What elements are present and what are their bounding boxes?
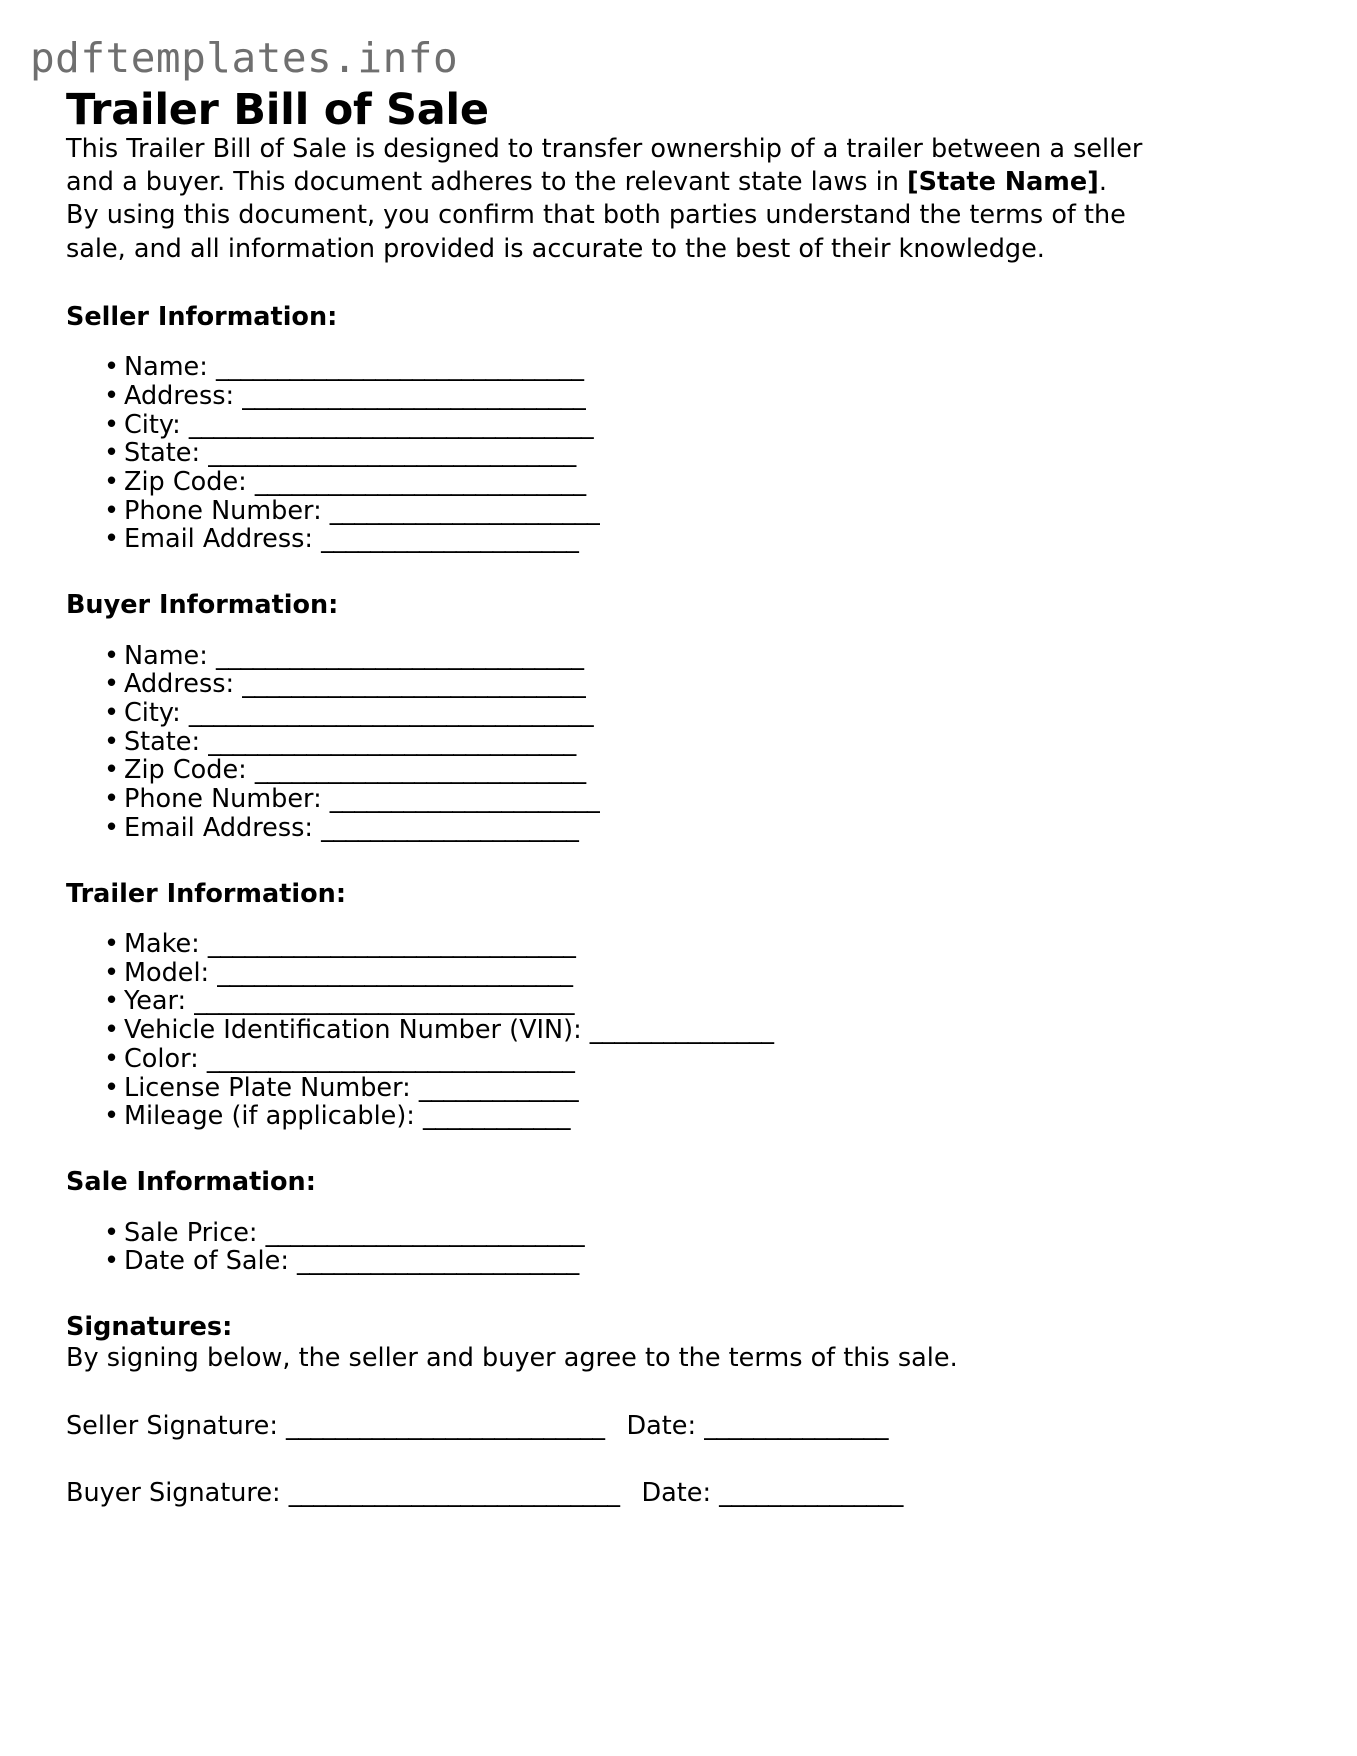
- seller-field-list: [66, 353, 1151, 554]
- seller-date-blank[interactable]: _______________: [704, 1410, 888, 1441]
- intro-paragraph-1-text: This Trailer Bill of Sale is designed to transfer ownership of a trailer between a seller and a buyer. This document adheres to the relevant state laws in: [66, 134, 1143, 198]
- field-blank[interactable]: _____________________: [321, 812, 579, 843]
- field-blank[interactable]: ______________________________: [206, 1043, 575, 1074]
- bullet-icon: •: [104, 467, 120, 498]
- field-label: License Plate Number:: [124, 1072, 411, 1103]
- field-row-buyer-address: [66, 670, 1151, 699]
- bullet-icon: •: [104, 1217, 120, 1248]
- intro-paragraph-1-period: .: [1098, 167, 1107, 198]
- field-label: Phone Number:: [124, 784, 322, 815]
- section-heading-buyer: Buyer Information:: [66, 590, 339, 621]
- seller-date-label: Date:: [626, 1410, 697, 1441]
- signature-row-seller: [66, 1410, 1151, 1443]
- bullet-icon: •: [104, 524, 120, 555]
- intro-paragraph-1: [66, 133, 1151, 199]
- bullet-icon: •: [104, 495, 120, 526]
- field-row-seller-phone: [66, 497, 1151, 526]
- bullet-icon: •: [104, 784, 120, 815]
- bullet-icon: •: [104, 640, 120, 671]
- field-blank[interactable]: ______________________________: [215, 352, 584, 383]
- field-row-seller-state: [66, 439, 1151, 468]
- field-label: Make:: [124, 929, 200, 960]
- field-blank[interactable]: ______________________________: [215, 640, 584, 671]
- field-blank[interactable]: _______________________: [297, 1246, 579, 1277]
- section-heading-trailer: Trailer Information:: [66, 878, 347, 909]
- field-label: City:: [124, 409, 181, 440]
- bullet-icon: •: [104, 812, 120, 843]
- field-row-trailer-mileage: [66, 1102, 1151, 1131]
- field-blank[interactable]: _____________: [418, 1072, 579, 1103]
- sale-field-list: [66, 1219, 1151, 1276]
- field-blank[interactable]: __________________________: [265, 1217, 585, 1248]
- field-label: Year:: [124, 986, 187, 1017]
- field-row-buyer-zip: [66, 756, 1151, 785]
- field-label: Name:: [124, 352, 208, 383]
- field-label: Model:: [124, 957, 210, 988]
- bullet-icon: •: [104, 929, 120, 960]
- field-row-sale-date: [66, 1247, 1151, 1276]
- bullet-icon: •: [104, 755, 120, 786]
- bullet-icon: •: [104, 1072, 120, 1103]
- seller-signature-blank[interactable]: __________________________: [286, 1410, 605, 1441]
- bullet-icon: •: [104, 438, 120, 469]
- field-label: Mileage (if applicable):: [124, 1101, 415, 1132]
- page-title: Trailer Bill of Sale: [66, 85, 489, 135]
- bullet-icon: •: [104, 726, 120, 757]
- field-row-seller-email: [66, 525, 1151, 554]
- field-row-buyer-phone: [66, 785, 1151, 814]
- field-label: Email Address:: [124, 812, 313, 843]
- buyer-date-blank[interactable]: _______________: [719, 1477, 903, 1508]
- bullet-icon: •: [104, 409, 120, 440]
- field-row-seller-address: [66, 382, 1151, 411]
- field-label: Address:: [124, 669, 235, 700]
- field-row-trailer-vin: [66, 1016, 1151, 1045]
- field-blank[interactable]: _____________________________: [217, 957, 573, 988]
- state-name-placeholder: [State Name]: [906, 167, 1099, 198]
- bullet-icon: •: [104, 698, 120, 729]
- field-row-trailer-color: [66, 1045, 1151, 1074]
- seller-signature-label: Seller Signature:: [66, 1410, 278, 1441]
- bullet-icon: •: [104, 1043, 120, 1074]
- bullet-icon: •: [104, 986, 120, 1017]
- field-blank[interactable]: ______________________: [329, 784, 600, 815]
- field-row-trailer-model: [66, 959, 1151, 988]
- field-row-seller-zip: [66, 468, 1151, 497]
- field-label: Zip Code:: [124, 755, 247, 786]
- field-blank[interactable]: ___________________________: [254, 467, 586, 498]
- bullet-icon: •: [104, 352, 120, 383]
- field-row-buyer-name: [66, 642, 1151, 671]
- field-blank[interactable]: _____________________: [321, 524, 579, 555]
- field-blank[interactable]: ______________________________: [207, 929, 576, 960]
- field-row-buyer-state: [66, 728, 1151, 757]
- field-row-trailer-make: [66, 930, 1151, 959]
- field-blank[interactable]: _______________: [589, 1015, 774, 1046]
- field-blank[interactable]: ____________: [423, 1101, 571, 1132]
- field-blank[interactable]: _______________________________: [194, 986, 574, 1017]
- field-row-trailer-license-plate: [66, 1074, 1151, 1103]
- bullet-icon: •: [104, 957, 120, 988]
- field-blank[interactable]: _________________________________: [188, 698, 594, 729]
- field-row-buyer-city: [66, 699, 1151, 728]
- field-label: Date of Sale:: [124, 1246, 289, 1277]
- bullet-icon: •: [104, 1101, 120, 1132]
- field-row-buyer-email: [66, 814, 1151, 843]
- trailer-field-list: [66, 930, 1151, 1131]
- field-row-trailer-year: [66, 987, 1151, 1016]
- field-label: Color:: [124, 1043, 199, 1074]
- bullet-icon: •: [104, 1246, 120, 1277]
- signature-agreement-text: By signing below, the seller and buyer agree to the terms of this sale.: [66, 1343, 958, 1374]
- section-heading-seller: Seller Information:: [66, 301, 338, 332]
- site-watermark: pdftemplates.info: [30, 34, 459, 82]
- field-row-seller-name: [66, 353, 1151, 382]
- buyer-field-list: [66, 642, 1151, 843]
- buyer-date-label: Date:: [641, 1477, 712, 1508]
- field-label: State:: [124, 726, 201, 757]
- field-label: Sale Price:: [124, 1217, 258, 1248]
- document-content: [66, 0, 1151, 1510]
- bullet-icon: •: [104, 380, 120, 411]
- buyer-signature-label: Buyer Signature:: [66, 1477, 281, 1508]
- field-blank[interactable]: ______________________________: [208, 438, 576, 469]
- field-label: Vehicle Identification Number (VIN):: [124, 1015, 582, 1046]
- field-row-seller-city: [66, 411, 1151, 440]
- section-heading-sale: Sale Information:: [66, 1166, 316, 1197]
- field-blank[interactable]: ___________________________: [254, 755, 586, 786]
- field-blank[interactable]: ____________________________: [242, 380, 586, 411]
- field-label: City:: [124, 698, 181, 729]
- bullet-icon: •: [104, 669, 120, 700]
- field-blank[interactable]: _________________________________: [188, 409, 594, 440]
- bullet-icon: •: [104, 1015, 120, 1046]
- field-label: Address:: [124, 380, 235, 411]
- buyer-signature-blank[interactable]: ___________________________: [288, 1477, 620, 1508]
- signature-row-buyer: [66, 1477, 1151, 1510]
- field-row-sale-price: [66, 1219, 1151, 1248]
- field-blank[interactable]: ______________________: [329, 495, 600, 526]
- field-label: Zip Code:: [124, 467, 247, 498]
- field-label: Name:: [124, 640, 208, 671]
- field-label: Email Address:: [124, 524, 313, 555]
- field-blank[interactable]: ______________________________: [208, 726, 576, 757]
- intro-paragraph-2: By using this document, you confirm that both parties understand the terms of the sale, and all information provided is accurate to the best of their knowledge.: [66, 200, 1126, 264]
- field-label: Phone Number:: [124, 495, 322, 526]
- section-heading-signatures: Signatures:: [66, 1311, 233, 1342]
- field-label: State:: [124, 438, 201, 469]
- field-blank[interactable]: ____________________________: [242, 669, 586, 700]
